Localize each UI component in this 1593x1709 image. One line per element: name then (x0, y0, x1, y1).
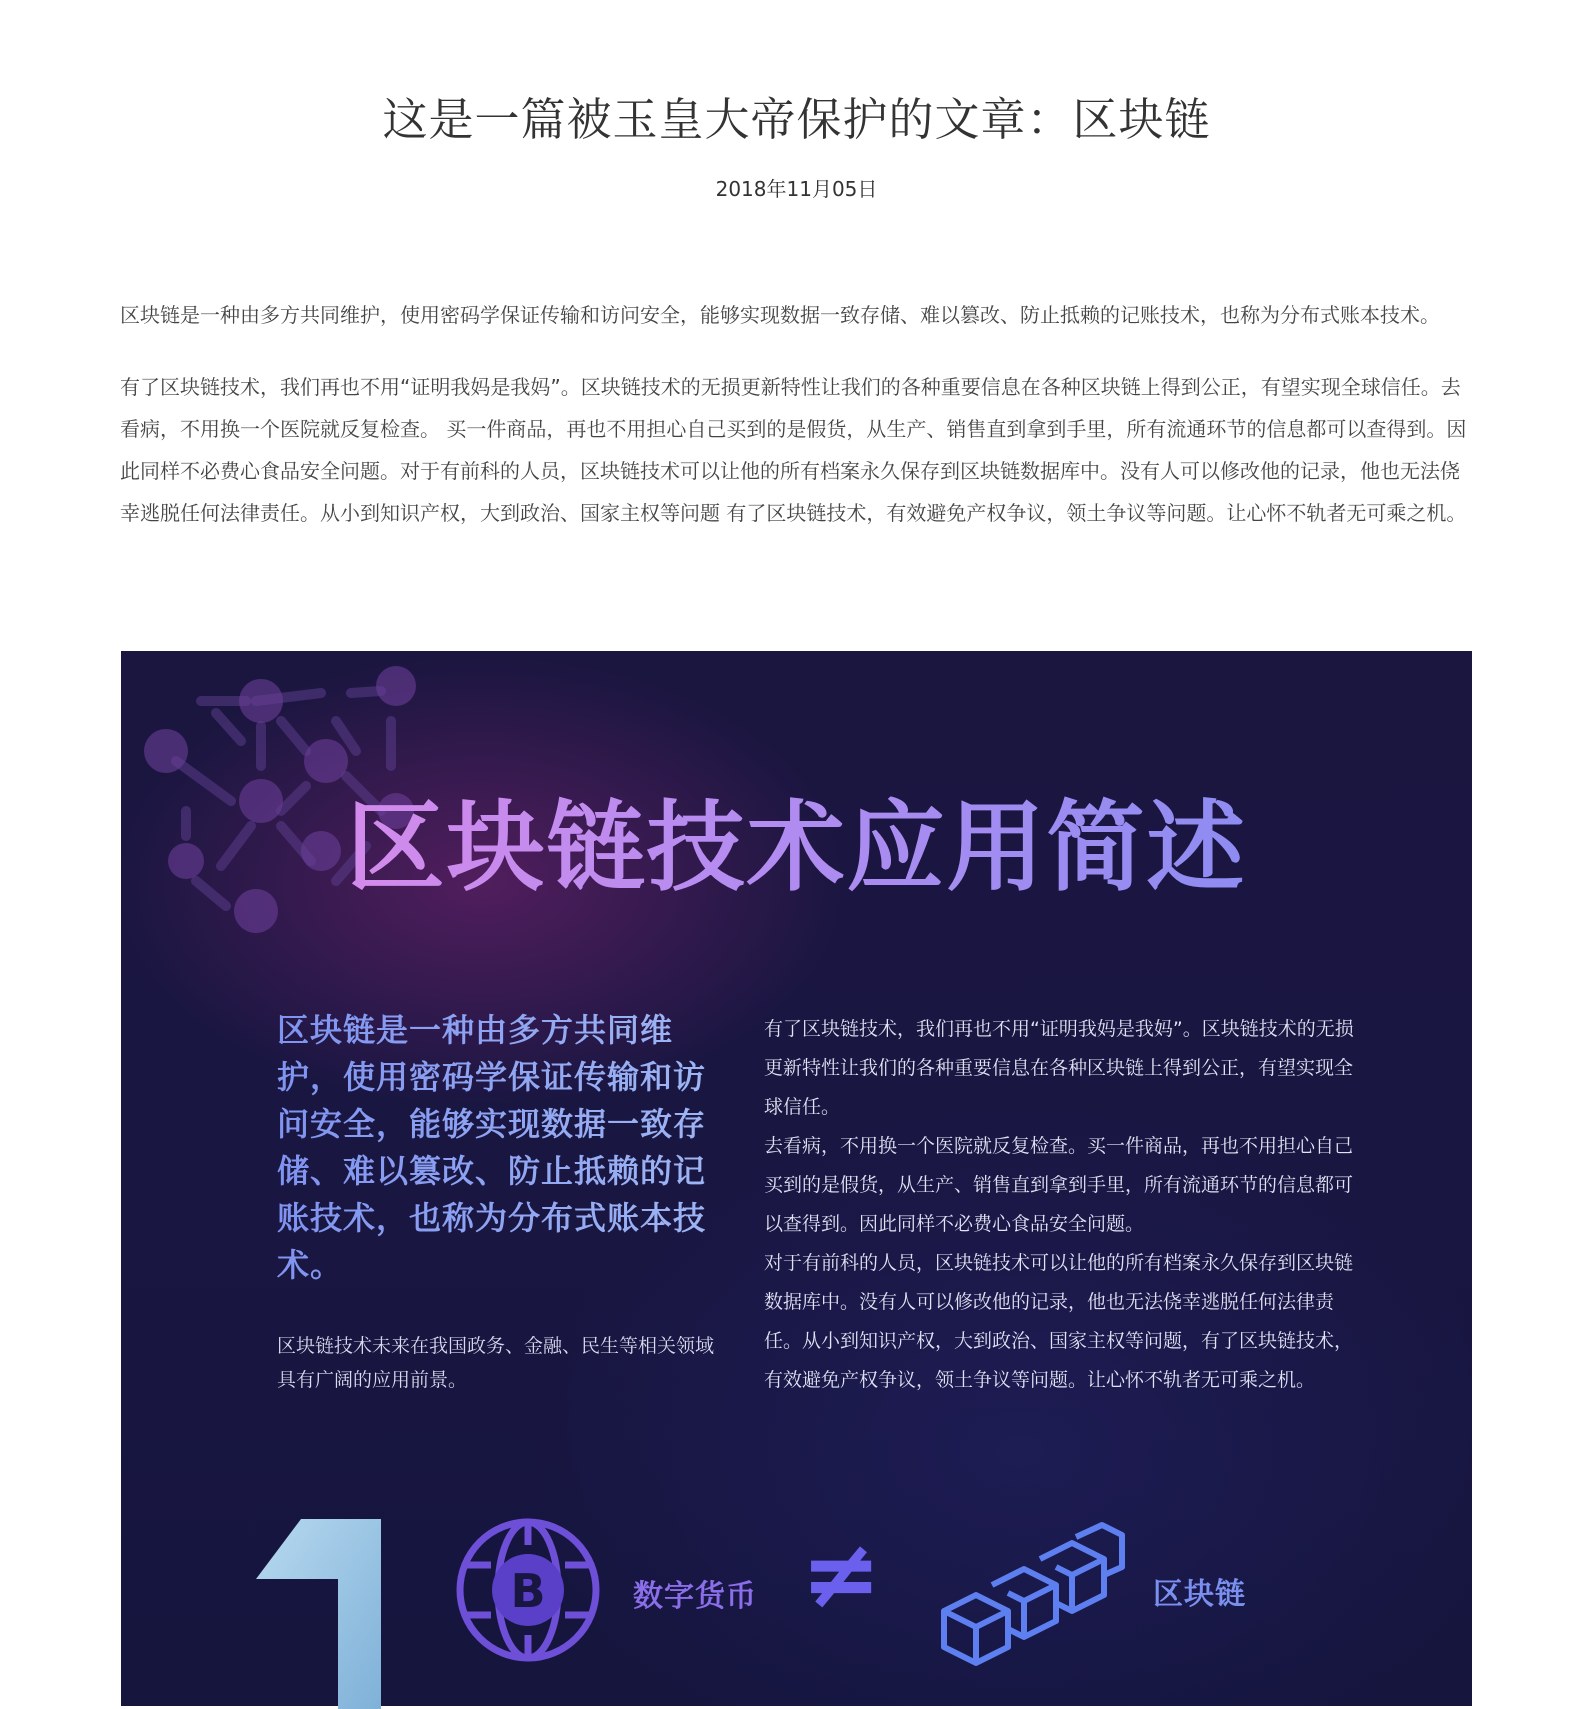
infographic-paragraph: 对于有前科的人员，区块链技术可以让他的所有档案永久保存到区块链数据库中。没有人可以修改他的记录，他也无法侥幸逃脱任何法律责任。从小到知识产权，大到政治、国家主权等问题，有了区块链技术，有效避免产权争议，领土争议等问题。让心怀不轨者无可乘之机。 (764, 1252, 1354, 1391)
digital-currency-label: 数字货币 (633, 1579, 757, 1614)
infographic-lead-text: 区块链是一种由多方共同维护，使用密码学保证传输和访问安全，能够实现数据一致存储、难以篡改、防止抵赖的记账技术，也称为分布式账本技术。 (277, 1007, 717, 1289)
article-body (120, 294, 1471, 564)
section-number (156, 1419, 396, 1709)
infographic-paragraph: 有了区块链技术，我们再也不用“证明我妈是我妈”。区块链技术的无损更新特性让我们的各种重要信息在各种区块链上得到公正，有望实现全球信任。 (764, 1018, 1354, 1118)
infographic-paragraph: 去看病，不用换一个医院就反复检查。买一件商品，再也不用担心自己买到的是假货，从生产、销售直到拿到手里，所有流通环节的信息都可以查得到。因此同样不必费心食品安全问题。 (764, 1135, 1354, 1235)
blockchain-label: 区块链 (1153, 1577, 1246, 1612)
svg-text:B: B (510, 1564, 546, 1618)
infographic-future-text: 区块链技术未来在我国政务、金融、民生等相关领域具有广阔的应用前景。 (277, 1335, 715, 1391)
infographic-right-column (764, 1010, 1364, 1400)
article-title: 这是一篇被玉皇大帝保护的文章：区块链 (382, 93, 1211, 146)
bitcoin-globe-icon (453, 1515, 603, 1665)
article-paragraph: 区块链是一种由多方共同维护，使用密码学保证传输和访问安全，能够实现数据一致存储、难以篡改、防止抵赖的记账技术，也称为分布式账本技术。 (120, 303, 1440, 327)
not-equal-icon: ≠ (801, 1518, 882, 1630)
infographic-heading: 区块链技术应用简述 (121, 789, 1472, 907)
article-date: 2018年11月05日 (715, 177, 878, 201)
section-number-text: 1 (156, 1419, 157, 1420)
article-paragraph: 有了区块链技术，我们再也不用“证明我妈是我妈”。区块链技术的无损更新特性让我们的各种重要信息在各种区块链上得到公正，有望实现全球信任。去看病，不用换一个医院就反复检查。 买一件商品，再也不用担心自己买到的是假货，从生产、销售直到拿到手里，所有流通环节的信息都可以查得到。因此同样不必费心食品安全问题。对于有前科的人员，区块链技术可以让他的所有档案永久保存到区块链数据库中。没有人可以修改他的记录，他也无法侥幸逃脱任何法律责任。从小到知识产权，大到政治、国家主权等问题 有了区块链技术，有效避免产权争议，领土争议等问题。让心怀不轨者无可乘之机。 (120, 375, 1467, 525)
blocks-chain-icon (936, 1519, 1126, 1669)
infographic-image (121, 651, 1472, 1706)
